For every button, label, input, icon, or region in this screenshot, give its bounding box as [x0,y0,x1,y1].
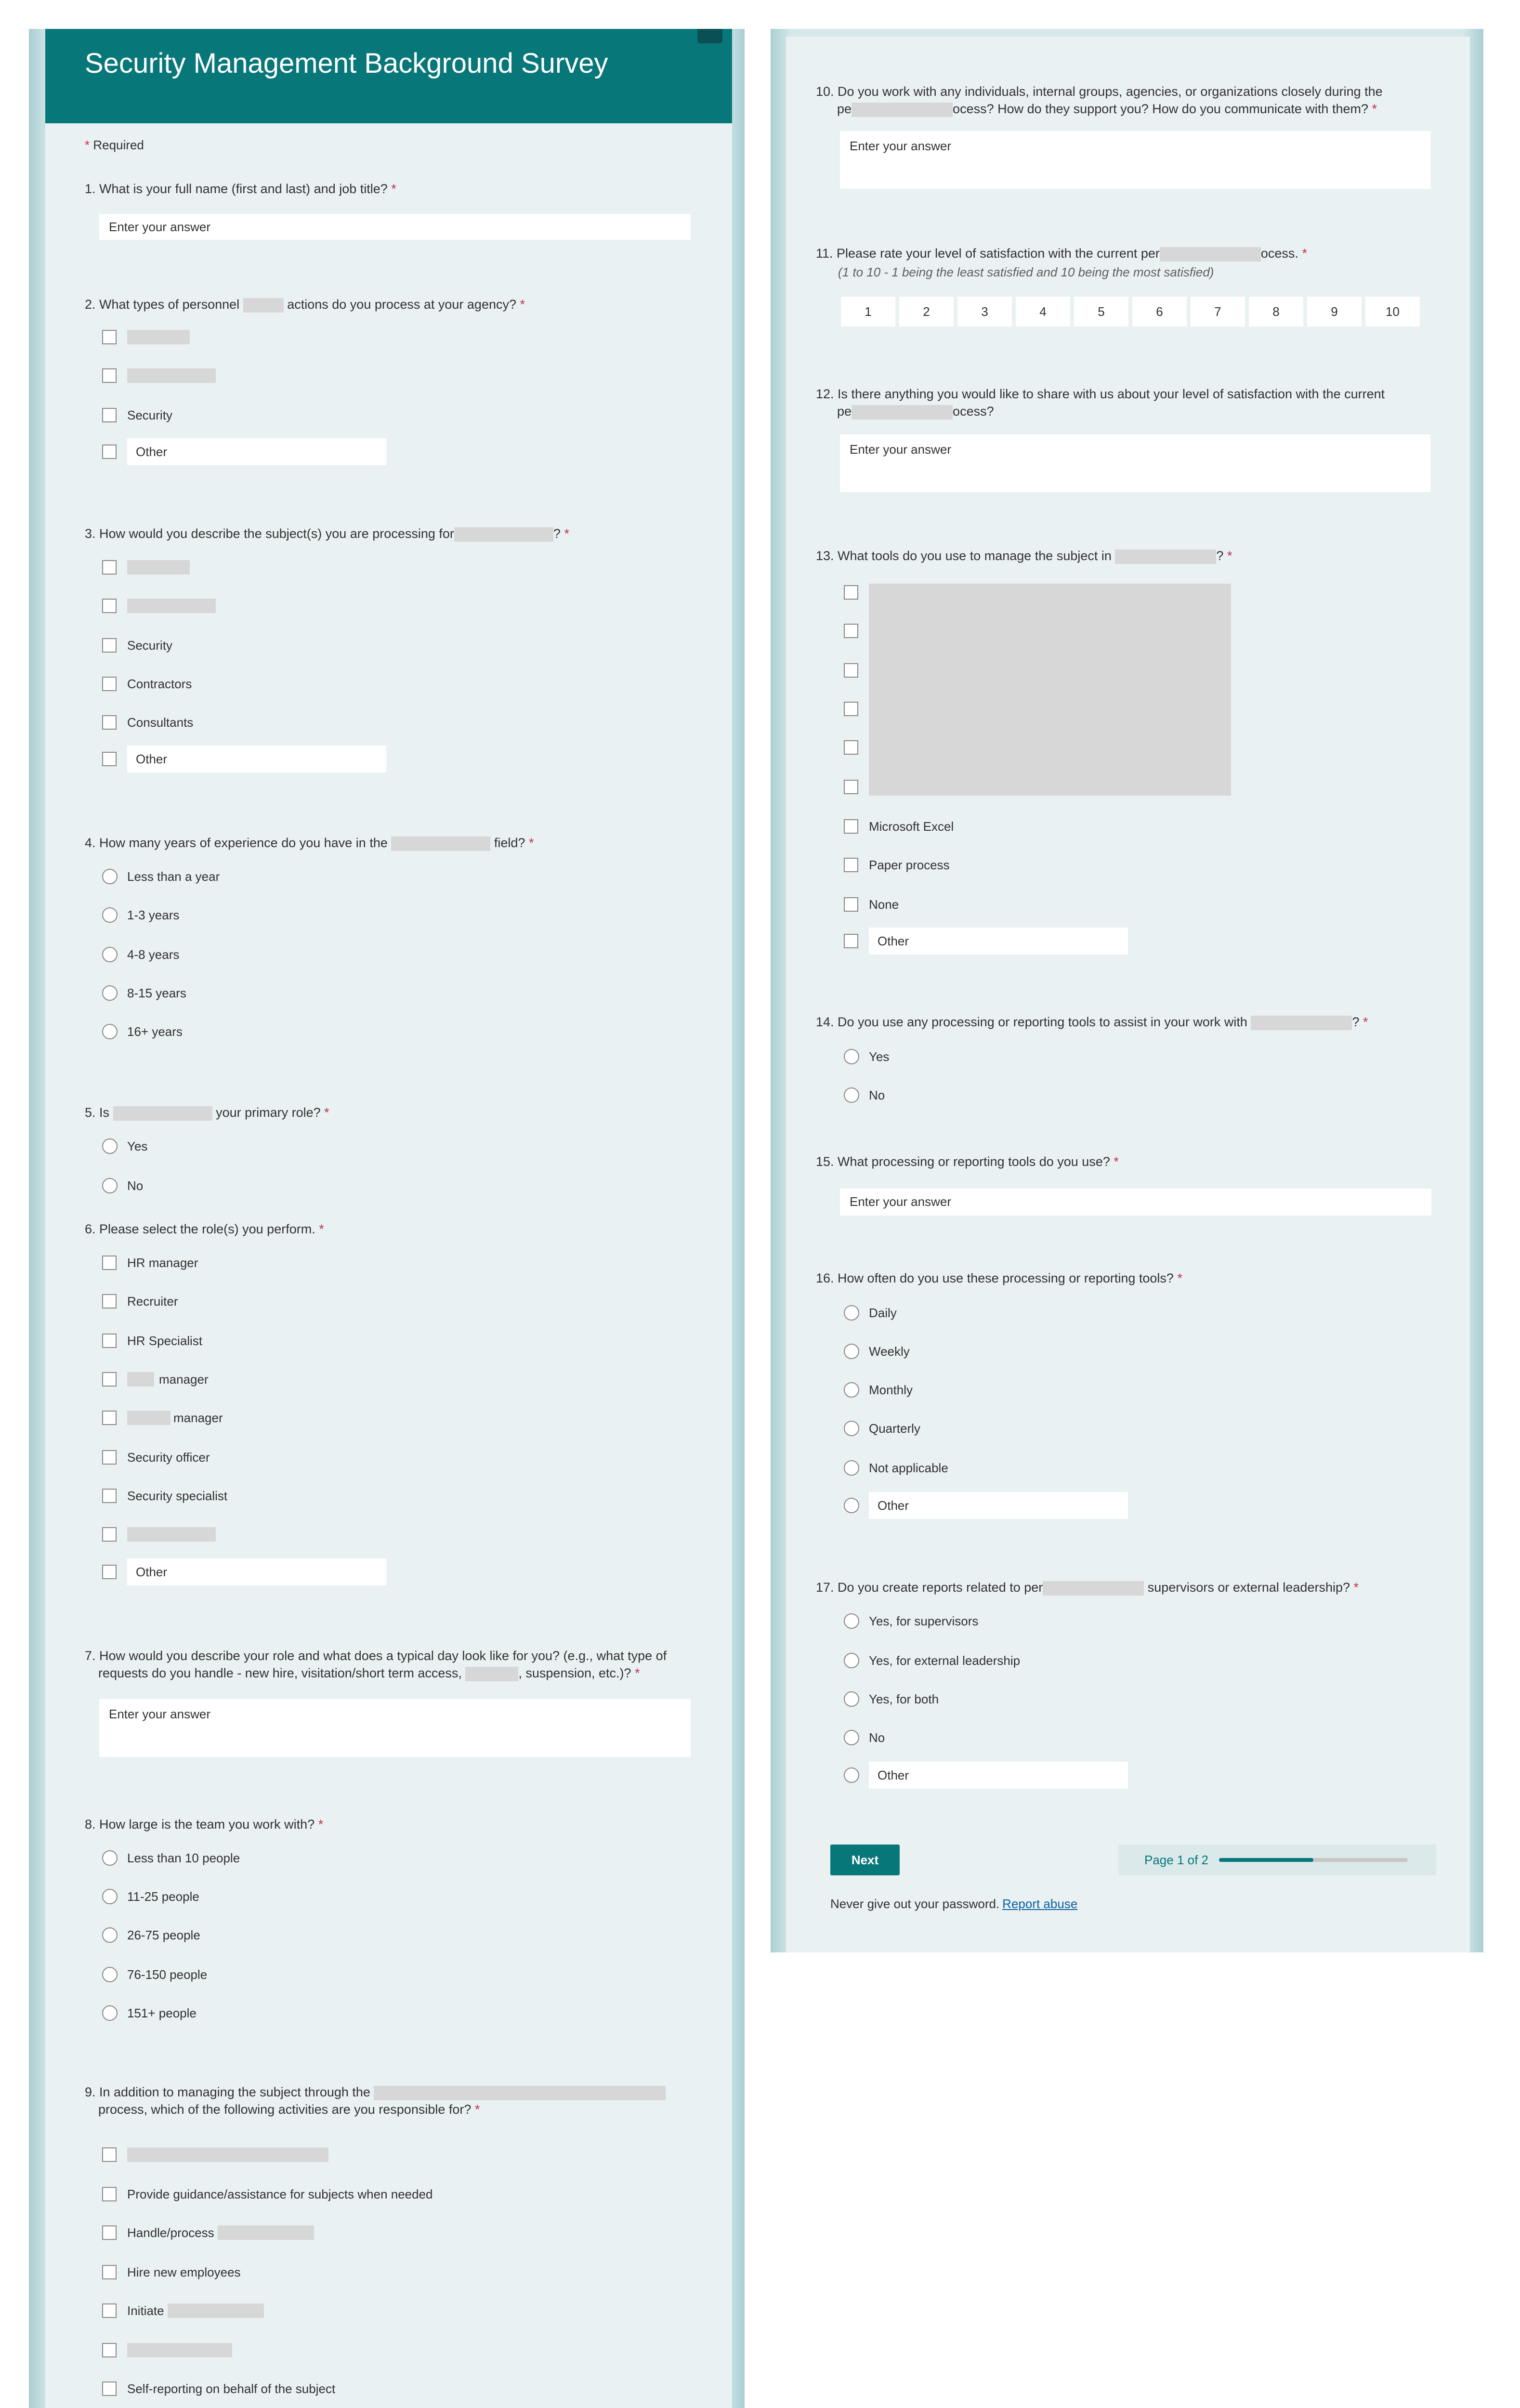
q16-option-other[interactable] [844,1496,1128,1515]
checkbox[interactable] [102,599,117,613]
radio[interactable] [102,1024,118,1039]
rating-option-7[interactable]: 7 [1191,297,1245,327]
rating-option-1[interactable]: 1 [841,297,895,327]
rating-option-2[interactable]: 2 [899,297,954,327]
checkbox[interactable] [102,2265,117,2279]
question-3-title: 3. How would you describe the subject(s) you are processing for ? * [85,526,569,541]
q14-option-no[interactable]: No [844,1086,885,1105]
q6-option-other[interactable] [102,1562,386,1582]
page-indicator [1118,1845,1436,1875]
question-7-title: 7. How would you describe your role and what does a typical day look like for you? (e.g., what type of requests do you handle - new hire, visitation/short term access, , suspension, etc.)? * [85,1649,667,1680]
radio[interactable] [844,1613,859,1629]
checkbox[interactable] [102,1334,117,1348]
next-button[interactable]: Next [830,1845,900,1875]
q9-option-hire[interactable]: Hire new employees [102,2263,241,2282]
q6-other-input[interactable]: Other [127,1558,386,1585]
q7-answer-input[interactable]: Enter your answer [99,1699,691,1757]
checkbox[interactable] [844,780,858,794]
q13-option-redacted-4[interactable] [844,699,869,719]
right-form-card [786,37,1470,1952]
q13-redacted-options-block [869,584,1231,796]
checkbox[interactable] [102,445,117,459]
q14-option-yes[interactable]: Yes [844,1047,889,1066]
rating-option-6[interactable]: 6 [1132,297,1187,327]
checkbox[interactable] [102,2382,117,2396]
q16-option-quarterly[interactable]: Quarterly [844,1419,920,1438]
radio[interactable] [102,1850,118,1866]
checkbox[interactable] [102,677,117,691]
q6-option-security-officer[interactable]: Security officer [102,1448,210,1467]
question-8-title: 8. How large is the team you work with? * [85,1817,324,1832]
radio[interactable] [102,1927,118,1943]
radio[interactable] [844,1421,859,1436]
q13-option-excel[interactable]: Microsoft Excel [844,817,954,836]
radio[interactable] [102,1139,118,1154]
q16-other-input[interactable]: Other [869,1492,1128,1519]
footer-text: Never give out your password. [830,1897,1000,1911]
checkbox[interactable] [102,2225,117,2240]
checkbox[interactable] [844,663,858,678]
q8-option-2[interactable]: 11-25 people [102,1887,199,1906]
q2-option-redacted-1[interactable] [102,327,190,347]
q3-option-redacted-2[interactable] [102,596,216,615]
question-16-title: 16. How often do you use these processing or reporting tools? * [816,1271,1182,1285]
checkbox[interactable] [102,1489,117,1503]
header-tab [697,29,722,43]
radio[interactable] [844,1087,859,1103]
checkbox[interactable] [844,897,858,912]
q13-other-input[interactable]: Other [869,928,1128,955]
q13-option-redacted-6[interactable] [844,777,869,797]
question-17-title: 17. Do you create reports related to per supervisors or external leadership? * [816,1580,1359,1595]
q3-option-other[interactable] [102,749,386,769]
question-5-title: 5. Is your primary role? * [85,1105,329,1120]
q17-other-input[interactable]: Other [869,1762,1128,1789]
radio[interactable] [102,1967,118,1982]
q3-option-contractors[interactable]: Contractors [102,674,192,694]
checkbox[interactable] [102,1527,117,1542]
q10-answer-input[interactable]: Enter your answer [840,131,1430,189]
q13-option-redacted-5[interactable] [844,738,869,757]
radio[interactable] [844,1305,859,1321]
question-14-title: 14. Do you use any processing or reporting tools to assist in your work with ? * [816,1015,1368,1029]
question-6-title: 6. Please select the role(s) you perform. * [85,1222,324,1236]
q6-option-recruiter[interactable]: Recruiter [102,1292,178,1311]
radio[interactable] [844,1730,859,1745]
radio[interactable] [102,907,118,923]
footer [830,1897,1077,1911]
q17-option-external[interactable]: Yes, for external leadership [844,1651,1020,1670]
q9-option-self-reporting[interactable]: Self-reporting on behalf of the subject [102,2379,335,2398]
radio[interactable] [102,1889,118,1904]
q6-option-hr-specialist[interactable]: HR Specialist [102,1331,202,1350]
q3-option-redacted-1[interactable] [102,558,190,577]
checkbox[interactable] [844,934,858,948]
radio[interactable] [844,1653,859,1668]
question-13-title: 13. What tools do you use to manage the subject in ? * [816,549,1232,563]
question-11-title: 11. Please rate your level of satisfaction with the current per ocess. * [816,246,1307,261]
q3-option-security[interactable]: Security [102,636,172,655]
checkbox[interactable] [102,1411,117,1425]
progress-bar [1219,1858,1408,1862]
q2-option-other[interactable] [102,442,386,461]
q3-option-consultants[interactable]: Consultants [102,713,193,732]
radio[interactable] [844,1344,859,1359]
checkbox[interactable] [102,408,117,422]
checkbox[interactable] [102,368,117,383]
radio[interactable] [844,1049,859,1064]
q17-option-supervisors[interactable]: Yes, for supervisors [844,1611,978,1631]
q4-option-5[interactable]: 16+ years [102,1022,183,1041]
rating-option-4[interactable]: 4 [1016,297,1070,327]
radio[interactable] [102,2005,118,2021]
q9-option-redacted-2[interactable] [102,2341,232,2360]
progress-fill [1219,1858,1313,1862]
q17-option-both[interactable]: Yes, for both [844,1689,939,1709]
q8-option-1[interactable]: Less than 10 people [102,1848,240,1868]
q15-answer-input[interactable]: Enter your answer [840,1189,1431,1216]
checkbox[interactable] [844,819,858,834]
checkbox[interactable] [102,2187,117,2201]
q9-option-initiate[interactable]: Initiate [102,2301,264,2320]
left-form-card [45,29,732,2408]
q17-option-other[interactable] [844,1766,1128,1785]
q4-option-3[interactable]: 4-8 years [102,945,179,964]
checkbox[interactable] [102,638,117,653]
q8-option-5[interactable]: 151+ people [102,2003,197,2023]
q4-option-1[interactable]: Less than a year [102,867,220,886]
checkbox[interactable] [102,752,117,766]
checkbox[interactable] [102,1450,117,1465]
q8-option-4[interactable]: 76-150 people [102,1965,207,1984]
question-15-title: 15. What processing or reporting tools do you use? * [816,1154,1119,1169]
checkbox[interactable] [844,585,858,600]
q13-option-paper[interactable]: Paper process [844,855,950,875]
q6-option-manager-1[interactable]: manager [102,1370,209,1389]
question-2-title: 2. What types of personnel actions do you process at your agency? * [85,297,525,312]
rating-option-10[interactable]: 10 [1365,297,1420,327]
q6-option-security-specialist[interactable]: Security specialist [102,1486,227,1505]
checkbox[interactable] [102,330,117,344]
question-10-title: 10. Do you work with any individuals, internal groups, agencies, or organizations closely during the pe ocess? How do they support you? How do you communicate with them? * [816,84,1383,116]
checkbox[interactable] [102,2343,117,2357]
checkbox[interactable] [102,1294,117,1309]
radio[interactable] [844,1498,859,1513]
q1-name-input[interactable]: Enter your answer [99,214,691,240]
q13-option-redacted-3[interactable] [844,661,869,680]
radio[interactable] [844,1691,859,1707]
q3-other-input[interactable]: Other [127,746,386,772]
radio[interactable] [102,985,118,1001]
question-4-title: 4. How many years of experience do you have in the field? * [85,836,534,850]
q2-option-redacted-2[interactable] [102,366,216,385]
q8-option-3[interactable]: 26-75 people [102,1925,200,1945]
radio[interactable] [844,1460,859,1476]
form-title: Security Management Background Survey [85,48,608,79]
checkbox[interactable] [102,2147,117,2162]
checkbox[interactable] [844,858,858,872]
q16-option-weekly[interactable]: Weekly [844,1342,910,1361]
rating-option-3[interactable]: 3 [957,297,1012,327]
radio[interactable] [102,869,118,884]
checkbox[interactable] [102,1565,117,1579]
q16-option-not-applicable[interactable]: Not applicable [844,1458,948,1478]
rating-option-5[interactable]: 5 [1074,297,1128,327]
q9-option-handle-process[interactable]: Handle/process [102,2223,314,2242]
checkbox[interactable] [102,1372,117,1387]
q11-rating-scale [841,297,1420,327]
q5-option-no[interactable]: No [102,1176,143,1195]
q11-subtitle: (1 to 10 - 1 being the least satisfied and 10 being the most satisfied) [838,265,1214,279]
form-header [45,29,732,123]
q16-option-monthly[interactable]: Monthly [844,1380,913,1400]
question-9-title: 9. In addition to managing the subject through the process, which of the following activities are you responsible for? * [85,2083,711,2118]
rating-option-8[interactable]: 8 [1249,297,1303,327]
radio[interactable] [844,1767,859,1783]
q13-option-none[interactable]: None [844,895,899,914]
q17-option-no[interactable]: No [844,1728,885,1747]
checkbox[interactable] [102,2303,117,2318]
checkbox[interactable] [102,1256,117,1270]
page-label: Page 1 of 2 [1144,1852,1208,1867]
radio[interactable] [102,1178,118,1193]
q12-answer-input[interactable]: Enter your answer [840,434,1430,492]
checkbox[interactable] [844,624,858,638]
q13-option-redacted-1[interactable] [844,583,869,602]
q2-option-security[interactable]: Security [102,406,172,425]
checkbox[interactable] [844,702,858,716]
q6-option-hr-manager[interactable]: HR manager [102,1253,198,1272]
required-note: * Required [85,138,144,152]
question-1-title: 1. What is your full name (first and last) and job title? * [85,182,396,196]
rating-option-9[interactable]: 9 [1307,297,1362,327]
q6-option-redacted[interactable] [102,1525,216,1544]
checkbox[interactable] [102,560,117,575]
q16-option-daily[interactable]: Daily [844,1303,897,1322]
q9-option-redacted-1[interactable] [102,2145,328,2164]
checkbox[interactable] [844,740,858,755]
radio[interactable] [102,947,118,962]
report-abuse-link[interactable]: Report abuse [1002,1897,1078,1911]
radio[interactable] [844,1382,859,1398]
checkbox[interactable] [102,715,117,730]
q5-option-yes[interactable]: Yes [102,1137,147,1156]
question-12-title: 12. Is there anything you would like to share with us about your level of satisfaction with the current pe ocess? [816,387,1385,419]
q6-option-manager-2[interactable]: manager [102,1408,223,1427]
q4-option-2[interactable]: 1-3 years [102,905,179,925]
q13-option-redacted-2[interactable] [844,621,869,641]
q13-option-other[interactable] [844,931,1128,951]
q2-other-input[interactable]: Other [127,438,386,465]
q4-option-4[interactable]: 8-15 years [102,983,186,1003]
q9-option-guidance[interactable]: Provide guidance/assistance for subjects when needed [102,2185,433,2204]
